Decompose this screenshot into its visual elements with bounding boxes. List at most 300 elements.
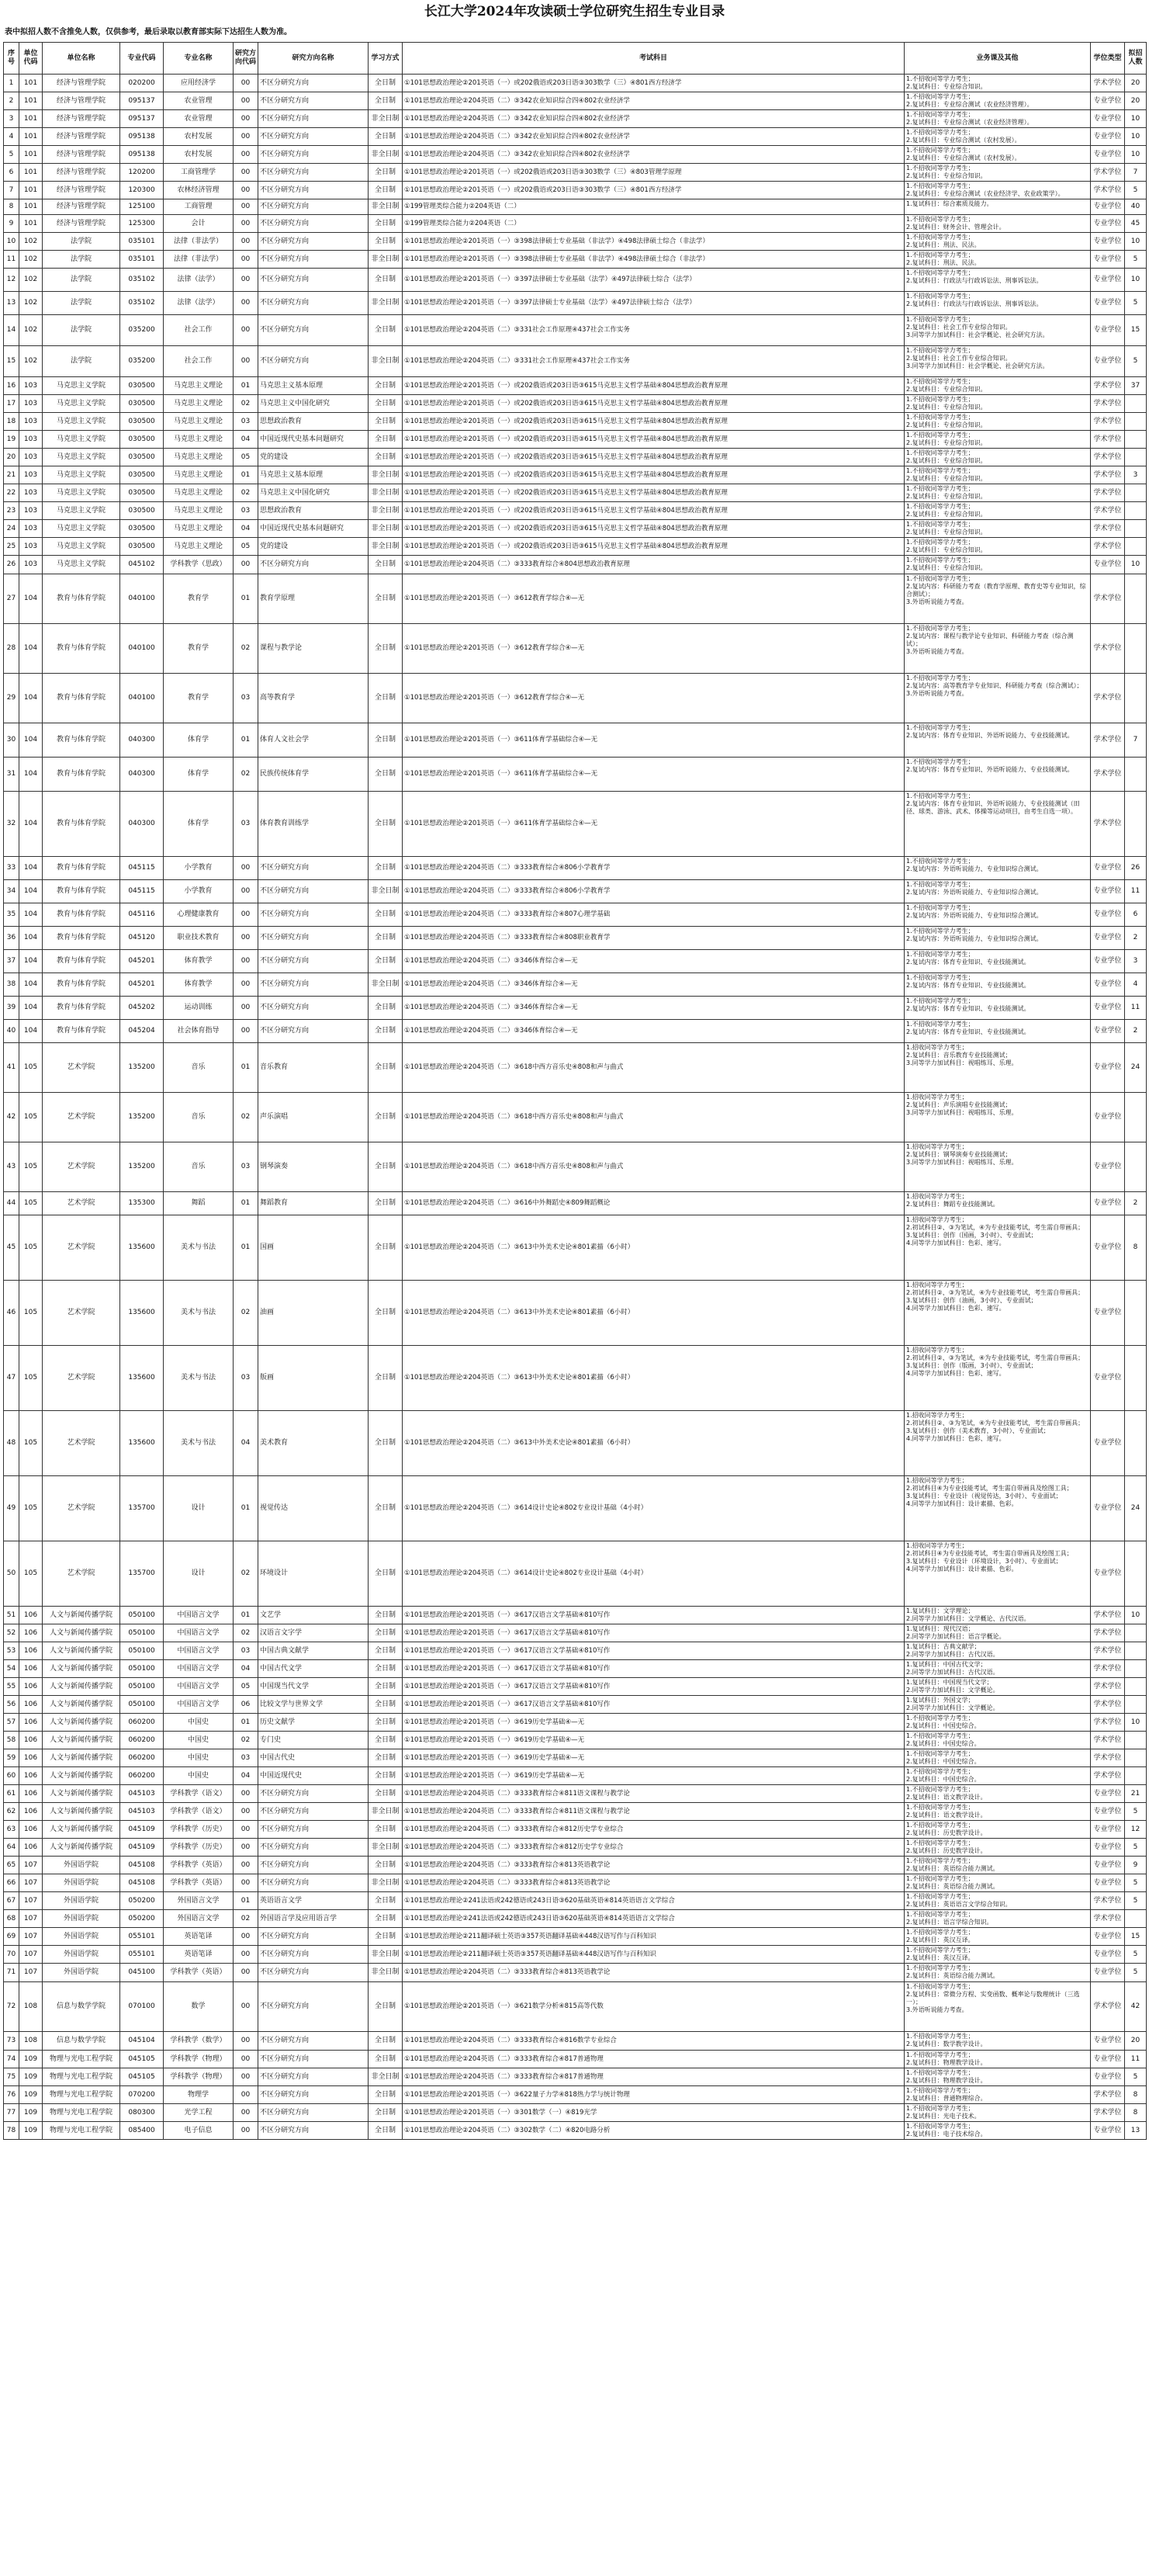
cell-un: 艺术学院 <box>43 1192 120 1215</box>
cell-ex: ①101思想政治理论②204英语（二）③333教育综合④811语文课程与教学论 <box>403 1803 905 1821</box>
table-row <box>4 1892 1147 1910</box>
remark-line: 3.外语听说能力考查。 <box>906 598 968 605</box>
cell-n: 44 <box>4 1192 19 1215</box>
cell-uc: 101 <box>19 110 43 128</box>
table-header <box>4 43 1147 75</box>
table-row <box>4 377 1147 395</box>
cell-quota: 5 <box>1125 251 1147 269</box>
cell-ex: ①101思想政治理论②201英语（一）或202俄语或203日语③615马克思主义哲学基础④804思想政治教育原理 <box>403 502 905 520</box>
cell-mn: 社会工作 <box>164 315 234 346</box>
cell-dc: 00 <box>234 1857 258 1874</box>
cell-remarks <box>905 1946 1091 1964</box>
cell-ex: ①101思想政治理论②201英语（一）③611体育学基础综合④—无 <box>403 792 905 857</box>
cell-un: 人文与新闻传播学院 <box>43 1839 120 1857</box>
cell-ex: ①101思想政治理论②204英语（二）③342农业知识综合四④802农业经济学 <box>403 110 905 128</box>
cell-mc: 120200 <box>120 164 164 182</box>
cell-mc: 050100 <box>120 1624 164 1642</box>
cell-n: 60 <box>4 1767 19 1785</box>
cell-ex: ①101思想政治理论②204英语（二）③333教育综合④808职业教育学 <box>403 927 905 950</box>
cell-n: 11 <box>4 251 19 269</box>
cell-st: 全日制 <box>369 1928 403 1946</box>
cell-un: 马克思主义学院 <box>43 538 120 556</box>
cell-mn: 美术与书法 <box>164 1411 234 1476</box>
cell-mn: 外国语言文学 <box>164 1892 234 1910</box>
cell-st: 全日制 <box>369 1767 403 1785</box>
cell-ex: ①101思想政治理论②201英语（一）③617汉语言文学基础④810写作 <box>403 1624 905 1642</box>
cell-st: 全日制 <box>369 92 403 110</box>
cell-dn: 不区分研究方向 <box>258 997 369 1020</box>
cell-quota <box>1125 484 1147 502</box>
cell-ex: ①101思想政治理论②204英语（二）③618中西方音乐史④808和声与曲式 <box>403 1142 905 1192</box>
remark-line: 1.不招收同等学力考生； <box>906 1786 974 1793</box>
cell-mn: 中国史 <box>164 1732 234 1749</box>
cell-remarks <box>905 1192 1091 1215</box>
cell-dn: 不区分研究方向 <box>258 146 369 164</box>
cell-mc: 035102 <box>120 269 164 292</box>
cell-remarks <box>905 538 1091 556</box>
cell-mc: 060200 <box>120 1714 164 1732</box>
cell-mc: 045204 <box>120 1020 164 1043</box>
cell-dn: 不区分研究方向 <box>258 251 369 269</box>
remark-line: 1.不招收同等学力考生； <box>906 432 974 439</box>
cell-remarks <box>905 574 1091 624</box>
cell-st: 全日制 <box>369 758 403 792</box>
remark-line: 1.复试科目：中国现当代文学； <box>906 1679 993 1686</box>
remark-line: 2.复试科目：社会工作专业综合知识。 <box>906 355 1012 362</box>
cell-un: 马克思主义学院 <box>43 520 120 538</box>
cell-dn: 党的建设 <box>258 538 369 556</box>
cell-un: 法学院 <box>43 292 120 315</box>
cell-remarks <box>905 674 1091 723</box>
table-row <box>4 973 1147 997</box>
cell-uc: 106 <box>19 1607 43 1624</box>
cell-n: 46 <box>4 1281 19 1346</box>
cell-dc: 03 <box>234 1749 258 1767</box>
cell-quota <box>1125 1910 1147 1928</box>
cell-remarks <box>905 1821 1091 1839</box>
remark-line: 2.复试科目：语文教学设计。 <box>906 1794 987 1801</box>
cell-mn: 学科教学（物理） <box>164 2068 234 2086</box>
cell-mc: 095137 <box>120 110 164 128</box>
table-row <box>4 110 1147 128</box>
cell-dn: 美术教育 <box>258 1411 369 1476</box>
cell-quota: 2 <box>1125 1020 1147 1043</box>
remark-line: 1.复试科目：外国文学； <box>906 1697 974 1704</box>
cell-mc: 030500 <box>120 413 164 431</box>
cell-dn: 不区分研究方向 <box>258 1928 369 1946</box>
cell-degree-type: 专业学位 <box>1091 1411 1125 1476</box>
cell-st: 非全日制 <box>369 146 403 164</box>
cell-mc: 050200 <box>120 1892 164 1910</box>
cell-uc: 103 <box>19 395 43 413</box>
cell-dn: 不区分研究方向 <box>258 315 369 346</box>
cell-degree-type: 学术学位 <box>1091 395 1125 413</box>
cell-dc: 02 <box>234 1624 258 1642</box>
cell-st: 全日制 <box>369 903 403 927</box>
table-row <box>4 674 1147 723</box>
cell-un: 法学院 <box>43 315 120 346</box>
cell-dc: 00 <box>234 182 258 199</box>
cell-n: 50 <box>4 1541 19 1607</box>
cell-n: 45 <box>4 1215 19 1281</box>
cell-dc: 00 <box>234 2032 258 2051</box>
remark-line: 2.同等学力加试科目：古代汉语。 <box>906 1651 999 1658</box>
remark-line: 2.复试科目：专业综合知识。 <box>906 457 987 464</box>
cell-remarks <box>905 1043 1091 1093</box>
table-row <box>4 950 1147 973</box>
remark-line: 3.同等学力加试科目：视唱练耳、乐理。 <box>906 1109 1018 1116</box>
column-header: 专业代码 <box>120 43 164 75</box>
cell-dn: 比较文学与世界文学 <box>258 1696 369 1714</box>
cell-remarks <box>905 1874 1091 1892</box>
remark-line: 2.复试科目：中国史综合。 <box>906 1740 981 1747</box>
cell-remarks <box>905 1642 1091 1660</box>
remark-line: 1.不招收同等学力考生； <box>906 1021 974 1028</box>
cell-quota: 20 <box>1125 2032 1147 2051</box>
cell-remarks <box>905 1982 1091 2032</box>
cell-n: 14 <box>4 315 19 346</box>
cell-ex: ①101思想政治理论②201英语（一）或202俄语或203日语③615马克思主义哲学基础④804思想政治教育原理 <box>403 538 905 556</box>
cell-n: 63 <box>4 1821 19 1839</box>
cell-n: 73 <box>4 2032 19 2051</box>
cell-remarks <box>905 1411 1091 1476</box>
table-row <box>4 395 1147 413</box>
remark-line: 3.外语听说能力考查。 <box>906 648 968 655</box>
cell-mc: 040300 <box>120 723 164 758</box>
remark-line: 1.不招收同等学力考生； <box>906 316 974 323</box>
cell-mn: 马克思主义理论 <box>164 449 234 466</box>
cell-n: 74 <box>4 2051 19 2068</box>
cell-degree-type: 学术学位 <box>1091 1696 1125 1714</box>
cell-degree-type: 专业学位 <box>1091 1785 1125 1803</box>
cell-mn: 学科教学（英语） <box>164 1874 234 1892</box>
cell-dc: 04 <box>234 520 258 538</box>
cell-dn: 马克思主义中国化研究 <box>258 395 369 413</box>
cell-dn: 马克思主义基本原理 <box>258 377 369 395</box>
cell-mn: 农村发展 <box>164 146 234 164</box>
cell-un: 教育与体育学院 <box>43 624 120 674</box>
cell-remarks <box>905 1749 1091 1767</box>
remark-line: 2.复试内容：体育专业知识、专业技能测试。 <box>906 982 1030 989</box>
cell-n: 20 <box>4 449 19 466</box>
column-header: 业务课及其他 <box>905 43 1091 75</box>
remark-line: 2.复试科目：专业综合测试（农业经济学、农业政策学）。 <box>906 190 1064 197</box>
table-row <box>4 2104 1147 2122</box>
remark-line: 2.同等学力加试科目：语言学概论。 <box>906 1633 1005 1640</box>
cell-ex: ①101思想政治理论②204英语（二）③618中西方音乐史④808和声与曲式 <box>403 1093 905 1142</box>
cell-degree-type: 专业学位 <box>1091 110 1125 128</box>
cell-n: 15 <box>4 346 19 377</box>
remark-line: 1.不招收同等学力考生； <box>906 216 974 223</box>
cell-un: 教育与体育学院 <box>43 903 120 927</box>
cell-n: 58 <box>4 1732 19 1749</box>
cell-st: 全日制 <box>369 164 403 182</box>
cell-ex: ①101思想政治理论②204英语（二）③342农业知识综合四④802农业经济学 <box>403 128 905 146</box>
cell-uc: 101 <box>19 146 43 164</box>
cell-remarks <box>905 431 1091 449</box>
cell-quota: 5 <box>1125 2068 1147 2086</box>
cell-n: 3 <box>4 110 19 128</box>
cell-ex: ①101思想政治理论②204英语（二）③346体育综合④—无 <box>403 950 905 973</box>
cell-n: 29 <box>4 674 19 723</box>
cell-un: 人文与新闻传播学院 <box>43 1660 120 1678</box>
cell-degree-type: 专业学位 <box>1091 1839 1125 1857</box>
cell-quota: 5 <box>1125 1892 1147 1910</box>
cell-uc: 104 <box>19 903 43 927</box>
cell-mn: 农林经济管理 <box>164 182 234 199</box>
table-row <box>4 1803 1147 1821</box>
cell-uc: 106 <box>19 1732 43 1749</box>
cell-un: 艺术学院 <box>43 1215 120 1281</box>
cell-dc: 03 <box>234 1346 258 1411</box>
remark-line: 1.招收同等学力考生； <box>906 1412 968 1419</box>
cell-mn: 社会工作 <box>164 346 234 377</box>
cell-mn: 英语笔译 <box>164 1946 234 1964</box>
cell-uc: 101 <box>19 182 43 199</box>
cell-quota: 26 <box>1125 857 1147 880</box>
cell-quota: 10 <box>1125 146 1147 164</box>
cell-ex: ①101思想政治理论②204英语（二）③613中外美术史论④801素描（6小时） <box>403 1281 905 1346</box>
cell-degree-type: 专业学位 <box>1091 92 1125 110</box>
remark-line: 1.招收同等学力考生； <box>906 1044 968 1051</box>
cell-dc: 02 <box>234 1093 258 1142</box>
cell-mc: 045109 <box>120 1821 164 1839</box>
cell-remarks <box>905 215 1091 233</box>
cell-dc: 00 <box>234 92 258 110</box>
cell-n: 41 <box>4 1043 19 1093</box>
cell-dc: 01 <box>234 1215 258 1281</box>
cell-degree-type: 专业学位 <box>1091 927 1125 950</box>
remark-line: 1.不招收同等学力考生； <box>906 2123 974 2130</box>
cell-st: 全日制 <box>369 1541 403 1607</box>
cell-dn: 不区分研究方向 <box>258 269 369 292</box>
cell-quota: 9 <box>1125 1857 1147 1874</box>
cell-dc: 00 <box>234 292 258 315</box>
cell-un: 教育与体育学院 <box>43 927 120 950</box>
cell-degree-type: 专业学位 <box>1091 2122 1125 2140</box>
cell-st: 全日制 <box>369 624 403 674</box>
cell-mc: 085400 <box>120 2122 164 2140</box>
remark-line: 3.同等学力加试科目：视唱练耳、乐理。 <box>906 1059 1018 1066</box>
cell-quota: 7 <box>1125 723 1147 758</box>
cell-mc: 135600 <box>120 1346 164 1411</box>
remark-line: 3.外语听说能力考查。 <box>906 2006 968 2013</box>
cell-mc: 060200 <box>120 1767 164 1785</box>
cell-mc: 135200 <box>120 1142 164 1192</box>
table-row <box>4 1215 1147 1281</box>
cell-remarks <box>905 927 1091 950</box>
cell-st: 全日制 <box>369 1749 403 1767</box>
cell-ex: ①101思想政治理论②201英语（一）或202俄语或203日语③615马克思主义哲学基础④804思想政治教育原理 <box>403 466 905 484</box>
cell-n: 31 <box>4 758 19 792</box>
table-row <box>4 880 1147 903</box>
cell-un: 马克思主义学院 <box>43 466 120 484</box>
cell-n: 76 <box>4 2086 19 2104</box>
remark-line: 1.不招收同等学力考生； <box>906 904 974 911</box>
table-row <box>4 1607 1147 1624</box>
cell-mc: 135600 <box>120 1281 164 1346</box>
cell-quota <box>1125 1142 1147 1192</box>
cell-remarks <box>905 1857 1091 1874</box>
column-header: 学位类型 <box>1091 43 1125 75</box>
cell-ex: ①101思想政治理论②201英语（一）或202俄语或203日语③615马克思主义哲学基础④804思想政治教育原理 <box>403 377 905 395</box>
table-row <box>4 857 1147 880</box>
cell-uc: 105 <box>19 1346 43 1411</box>
cell-st: 非全日制 <box>369 251 403 269</box>
cell-dn: 文艺学 <box>258 1607 369 1624</box>
cell-ex: ①101思想政治理论②241法语或242德语或243日语③620基础英语④814英语语言文学综合 <box>403 1910 905 1928</box>
cell-mc: 050100 <box>120 1607 164 1624</box>
remark-line: 1.不招收同等学力考生； <box>906 396 974 403</box>
cell-dc: 00 <box>234 1982 258 2032</box>
cell-uc: 107 <box>19 1910 43 1928</box>
remark-line: 2.复试科目：语文教学设计。 <box>906 1812 987 1818</box>
cell-degree-type: 专业学位 <box>1091 1215 1125 1281</box>
column-header: 专业名称 <box>164 43 234 75</box>
cell-n: 33 <box>4 857 19 880</box>
cell-uc: 106 <box>19 1696 43 1714</box>
cell-st: 非全日制 <box>369 199 403 215</box>
cell-n: 77 <box>4 2104 19 2122</box>
cell-mn: 体育学 <box>164 758 234 792</box>
cell-st: 全日制 <box>369 997 403 1020</box>
cell-st: 非全日制 <box>369 484 403 502</box>
cell-mn: 小学教育 <box>164 880 234 903</box>
remark-line: 1.不招收同等学力考生； <box>906 269 974 276</box>
column-header: 研究方向名称 <box>258 43 369 75</box>
cell-mc: 030500 <box>120 466 164 484</box>
cell-mn: 体育学 <box>164 723 234 758</box>
cell-mc: 050100 <box>120 1660 164 1678</box>
cell-dc: 00 <box>234 1946 258 1964</box>
cell-mc: 135700 <box>120 1541 164 1607</box>
table-row <box>4 1624 1147 1642</box>
cell-st: 非全日制 <box>369 973 403 997</box>
cell-uc: 107 <box>19 1964 43 1982</box>
cell-mc: 040100 <box>120 624 164 674</box>
cell-remarks <box>905 880 1091 903</box>
table-row <box>4 2032 1147 2051</box>
cell-dc: 02 <box>234 1910 258 1928</box>
cell-mn: 心理健康教育 <box>164 903 234 927</box>
cell-n: 26 <box>4 556 19 574</box>
cell-remarks <box>905 1607 1091 1624</box>
cell-ex: ①101思想政治理论②204英语（二）③333教育综合④804思想政治教育原理 <box>403 556 905 574</box>
cell-dc: 01 <box>234 466 258 484</box>
remark-line: 2.复试科目：中国史综合。 <box>906 1776 981 1783</box>
cell-n: 10 <box>4 233 19 251</box>
cell-n: 59 <box>4 1749 19 1767</box>
column-header: 拟招人数 <box>1125 43 1147 75</box>
cell-quota: 11 <box>1125 997 1147 1020</box>
cell-ex: ①101思想政治理论②201英语（一）或202俄语或203日语③303数学（三）④801西方经济学 <box>403 182 905 199</box>
cell-un: 物理与光电工程学院 <box>43 2086 120 2104</box>
cell-dc: 03 <box>234 674 258 723</box>
cell-uc: 105 <box>19 1411 43 1476</box>
cell-un: 艺术学院 <box>43 1043 120 1093</box>
cell-degree-type: 专业学位 <box>1091 1857 1125 1874</box>
cell-degree-type: 专业学位 <box>1091 1946 1125 1964</box>
cell-degree-type: 专业学位 <box>1091 1093 1125 1142</box>
cell-mn: 中国史 <box>164 1767 234 1785</box>
remark-line: 2.复试内容：体育专业知识、专业技能测试。 <box>906 959 1030 966</box>
cell-ex: ①101思想政治理论②204英语（二）③333教育综合④806小学教育学 <box>403 880 905 903</box>
cell-mc: 045102 <box>120 556 164 574</box>
cell-quota: 5 <box>1125 1803 1147 1821</box>
cell-dn: 中国现当代文学 <box>258 1678 369 1696</box>
cell-mn: 学科教学（思政） <box>164 556 234 574</box>
cell-ex: ①101思想政治理论②201英语（一）③612教育学综合④—无 <box>403 674 905 723</box>
remark-line: 1.招收同等学力考生； <box>906 1216 968 1223</box>
cell-n: 49 <box>4 1476 19 1541</box>
cell-mn: 中国史 <box>164 1714 234 1732</box>
cell-remarks <box>905 377 1091 395</box>
remark-line: 1.不招收同等学力考生； <box>906 378 974 385</box>
table-row <box>4 556 1147 574</box>
remark-line: 1.不招收同等学力考生； <box>906 93 974 100</box>
cell-mc: 040300 <box>120 792 164 857</box>
cell-quota <box>1125 1346 1147 1411</box>
remark-line: 2.复试科目：普通物理综合。 <box>906 2095 987 2102</box>
cell-degree-type: 学术学位 <box>1091 484 1125 502</box>
cell-st: 非全日制 <box>369 502 403 520</box>
table-row <box>4 1660 1147 1678</box>
cell-degree-type: 学术学位 <box>1091 1624 1125 1642</box>
cell-remarks <box>905 973 1091 997</box>
cell-n: 70 <box>4 1946 19 1964</box>
remark-line: 2.复试科目：钢琴演奏专业技能测试； <box>906 1151 1012 1158</box>
cell-mc: 095137 <box>120 92 164 110</box>
cell-ex: ①101思想政治理论②204英语（二）③333教育综合④816数学专业综合 <box>403 2032 905 2051</box>
cell-st: 非全日制 <box>369 880 403 903</box>
remark-line: 2.复试科目：英语综合能力测试。 <box>906 1972 999 1979</box>
remark-line: 2.复试科目：行政法与行政诉讼法、刑事诉讼法。 <box>906 277 1043 284</box>
table-row <box>4 1910 1147 1928</box>
cell-quota <box>1125 674 1147 723</box>
cell-n: 9 <box>4 215 19 233</box>
cell-degree-type: 专业学位 <box>1091 269 1125 292</box>
cell-mn: 美术与书法 <box>164 1281 234 1346</box>
table-row <box>4 164 1147 182</box>
remark-line: 1.不招收同等学力考生； <box>906 1839 974 1846</box>
cell-degree-type: 学术学位 <box>1091 449 1125 466</box>
cell-remarks <box>905 395 1091 413</box>
cell-un: 人文与新闻传播学院 <box>43 1749 120 1767</box>
remark-line: 1.不招收同等学力考生； <box>906 997 974 1004</box>
cell-un: 经济与管理学院 <box>43 215 120 233</box>
remark-line: 3.复试科目：创作（国画，3小时）、专业面试； <box>906 1232 1037 1239</box>
cell-n: 34 <box>4 880 19 903</box>
cell-quota <box>1125 1281 1147 1346</box>
cell-dc: 04 <box>234 1660 258 1678</box>
cell-n: 13 <box>4 292 19 315</box>
remark-line: 4.同等学力加试科目：设计素描、色彩。 <box>906 1500 1018 1507</box>
cell-uc: 106 <box>19 1660 43 1678</box>
cell-remarks <box>905 857 1091 880</box>
cell-quota <box>1125 395 1147 413</box>
cell-n: 7 <box>4 182 19 199</box>
table-body <box>4 75 1147 2140</box>
table-row <box>4 574 1147 624</box>
remark-line: 2.复试科目：专业综合知识。 <box>906 83 987 90</box>
cell-st: 全日制 <box>369 269 403 292</box>
cell-st: 全日制 <box>369 1215 403 1281</box>
cell-ex: ①101思想政治理论②204英语（二）③618中西方音乐史④808和声与曲式 <box>403 1043 905 1093</box>
cell-un: 外国语学院 <box>43 1874 120 1892</box>
cell-quota <box>1125 758 1147 792</box>
cell-st: 非全日制 <box>369 1964 403 1982</box>
cell-dn: 舞蹈教育 <box>258 1192 369 1215</box>
